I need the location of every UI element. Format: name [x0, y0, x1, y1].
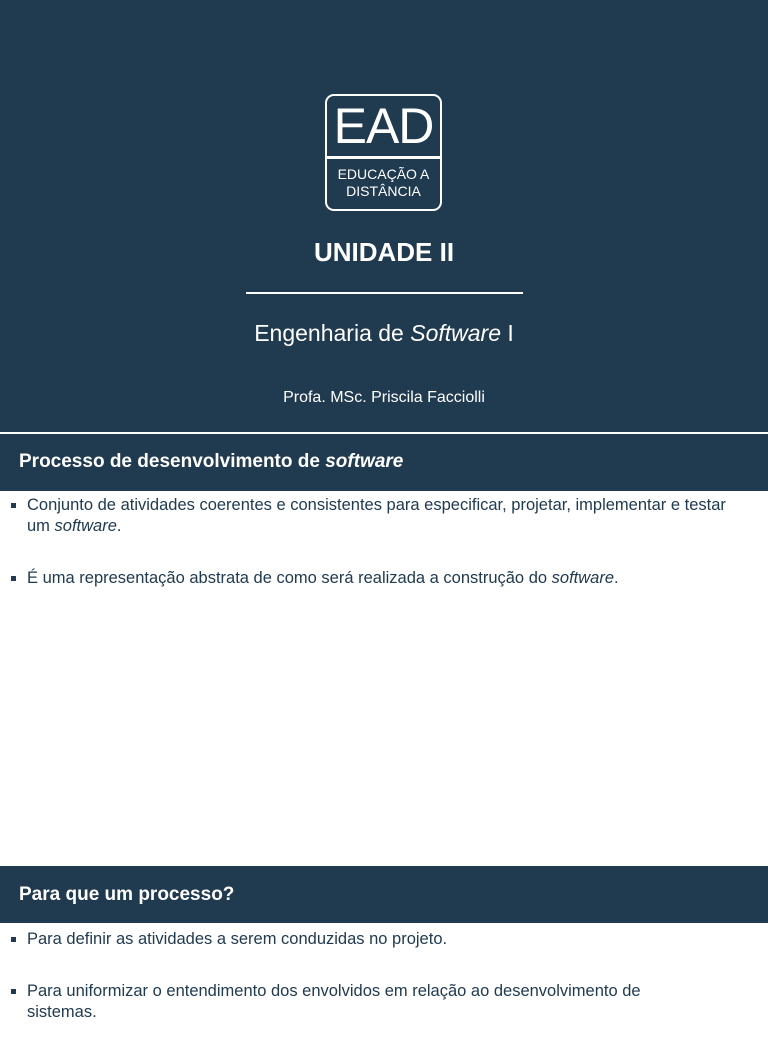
slide1-title-prefix: Processo de desenvolvimento de	[19, 451, 326, 472]
logo-subtitle	[327, 166, 440, 200]
bullet-italic: software	[551, 569, 614, 587]
slide2-title: Para que um processo?	[0, 866, 768, 923]
logo-subtitle-line1: EDUCAÇÃO A	[337, 166, 430, 182]
unit-title: UNIDADE II	[313, 237, 455, 267]
slide1-bullet	[0, 495, 768, 537]
logo-ead-text: EAD	[333, 98, 434, 154]
subject-title	[0, 319, 768, 347]
logo-subtitle-line2: DISTÂNCIA	[346, 183, 421, 199]
slide2-bullet-list	[0, 929, 768, 1054]
cover-slide	[0, 0, 768, 432]
subject-suffix: I	[501, 320, 514, 346]
bullet-italic: software	[54, 517, 117, 535]
slide1-title	[0, 434, 768, 491]
bullet-end: .	[116, 517, 122, 535]
slide1-bullet	[0, 568, 768, 589]
ead-logo	[325, 94, 442, 211]
slide1-title-italic: software	[325, 451, 404, 472]
title-divider	[246, 292, 523, 294]
slide2-bullet: Para uniformizar o entendimento dos envolvidos em relação ao desenvolvimento de sistemas.	[0, 981, 768, 1023]
slide2-bullet: Para definir as atividades a serem conduzidas no projeto.	[0, 929, 768, 950]
bullet-text: Conjunto de atividades coerentes e consistentes para especificar, projetar, implementar e testar um	[27, 496, 726, 535]
subject-italic: Software	[410, 320, 501, 346]
bullet-end: .	[614, 569, 619, 587]
logo-divider	[327, 156, 440, 159]
bullet-text: É uma representação abstrata de como será realizada a construção do	[27, 569, 552, 587]
teacher-name: Profa. MSc. Priscila Facciolli	[283, 389, 485, 406]
slide1-bullet-list	[0, 495, 768, 620]
subject-prefix: Engenharia de	[254, 320, 411, 346]
